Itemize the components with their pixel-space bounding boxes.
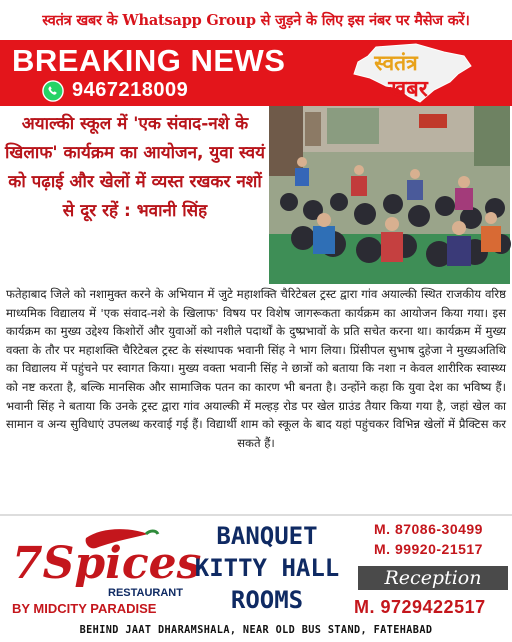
service-kitty-hall: KITTY HALL [194,554,340,582]
whatsapp-number: 9467218009 [72,79,189,101]
breaking-news-title: BREAKING NEWS [12,43,286,78]
service-rooms: ROOMS [230,586,304,614]
whatsapp-banner [0,0,512,40]
mobile-1: M. 87086-30499 [374,521,483,537]
7spices-logo [8,520,202,600]
event-photo [269,106,510,284]
reception-label: Reception [358,566,508,590]
brand-name: 7Spices [12,538,202,589]
logo-line2: खबर [388,77,428,102]
mobile-2: M. 99920-21517 [374,541,483,557]
whatsapp-icon [42,80,64,102]
mobile-3: M. 9729422517 [354,597,486,617]
address-footer: BEHIND JAAT DHARAMSHALA, NEAR OLD BUS STAND, FATEHABAD [0,622,512,640]
brand-sub: RESTAURANT [108,587,183,599]
whatsapp-phone [42,79,188,102]
service-banquet: BANQUET [216,522,318,550]
swatantra-khabar-logo [346,44,476,104]
logo-line1: स्वतंत्र [374,51,418,75]
article-body: फतेहाबाद जिले को नशामुक्त करने के अभियान में जुटे महाशक्ति चैरिटेबल ट्रस्ट द्वारा गांव अयाल्की स्थित राजकीय वरिष्ठ माध्यमिक विद्यालय में 'एक संवाद-नशे के खिलाफ' विषय पर विशेष जागरूकता कार्यक्रम का आयोजन किया गया। इस कार्यक्रम का मुख्य उद्देश्य किशोरों और युवाओं को नशीले पदार्थों के दुष्प्रभावों के प्रति सचेत करना था। कार्यक्रम में मुख्य वक्ता के तौर पर महाशक्ति चैरिटेबल ट्रस्ट के संस्थापक भवानी सिंह ने भाग लिया। प्रिंसीपल सुभाष दुहेजा ने मुख्यअतिथि का विद्यालय में पहुंचने पर स्वागत किया। मुख्य वक्ता भवानी सिंह ने छात्रों को बताया कि नशा न केवल शारीरिक स्वास्थ्य को नष्ट करता है, बल्कि मानसिक और सामाजिक पतन का कारण भी बनता है। उन्होंने कहा कि युवा देश का भविष्य हैं। भवानी सिंह ने बताया कि उनके ट्रस्ट द्वारा गांव अयाल्की में मल्हड़ रोड पर खेल ग्राउंड तैयार किया गया है, जहां खेल का सामान व अन्य सुविधाएं उपलब्ध करवाई गई हैं। विद्यार्थी शाम को स्कूल के बाद यहां पहुंचकर विभिन्न खेलों में प्रैक्टिस कर सकते हैं। [6,287,506,450]
services-list [182,520,352,616]
by-midcity: BY MIDCITY PARADISE [12,601,157,616]
headline: अयाल्की स्कूल में 'एक संवाद-नशे के खिलाफ' कार्यक्रम का आयोजन, युवा स्वयं को पढ़ाई और खेलों में व्यस्त रखकर नशों से दूर रहें : भवानी सिंह [5,114,265,221]
whatsapp-banner-text: स्वतंत्र खबर के Whatsapp Group से जुड़ने के लिए इस नंबर पर मैसेज करें। [42,12,470,29]
